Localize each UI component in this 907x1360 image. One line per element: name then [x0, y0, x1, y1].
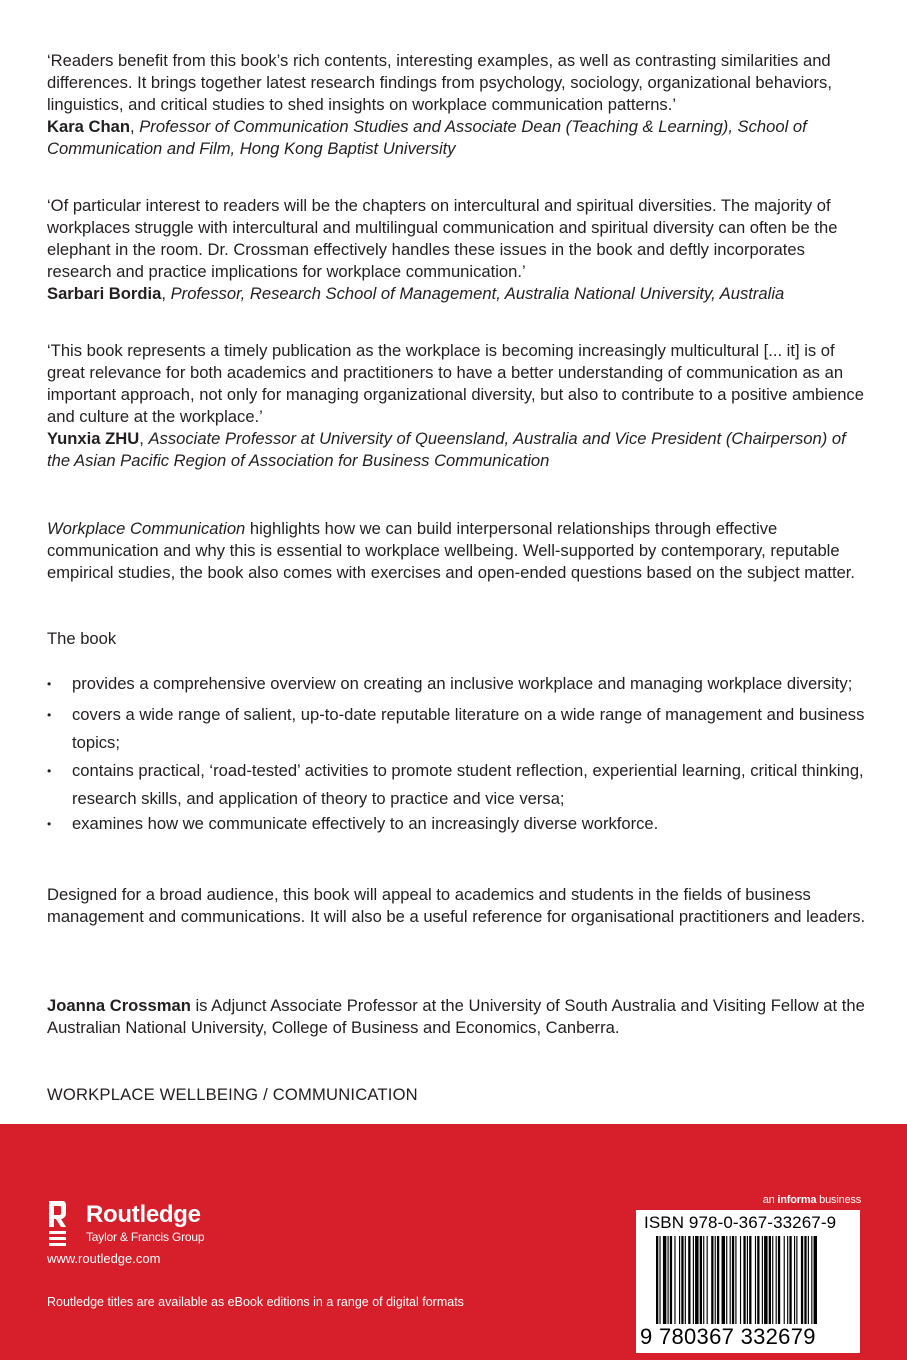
barcode-bar	[717, 1236, 719, 1324]
isbn-label: ISBN 978-0-367-33267-9	[644, 1213, 837, 1232]
endorser-title: Associate Professor at University of Queensland, Australia and Vice President (Chairperson) of the Asian Pacific Region of Association for Business Communication	[47, 429, 846, 470]
quote-attribution: Kara Chan, Professor of Communication Studies and Associate Dean (Teaching & Learning), School of Communication and Film, Hong Kong Baptist University	[47, 117, 807, 158]
barcode-bar	[794, 1236, 795, 1324]
barcode-bar	[703, 1236, 704, 1324]
barcode-bar	[772, 1236, 773, 1324]
book-title: Workplace Communication	[47, 519, 246, 538]
barcode-bar	[804, 1236, 806, 1324]
barcode-bar	[722, 1236, 725, 1324]
audience-paragraph: Designed for a broad audience, this book will appeal to academics and students in the fields of business management and communications. It will also be a useful reference for organisational practitioners and leaders.	[47, 885, 866, 926]
barcode-bar	[685, 1236, 686, 1324]
quote-attribution: Sarbari Bordia, Professor, Research School of Management, Australia National University, Australia	[47, 284, 785, 303]
barcode-bar	[707, 1236, 708, 1324]
quote-text: ‘Readers benefit from this book’s rich contents, interesting examples, as well as contrasting similarities and differences. It brings together latest research findings from psychology, sociology, organizational behaviors, linguistics, and critical studies to shed insights on workplace communication patterns.’	[47, 51, 832, 114]
barcode-bar	[730, 1236, 731, 1324]
barcode-bar	[715, 1236, 716, 1324]
barcode-bar	[776, 1236, 777, 1324]
barcode-bar	[796, 1236, 797, 1324]
barcode-bar	[679, 1236, 680, 1324]
barcode-bar	[814, 1236, 817, 1324]
barcode-bar	[787, 1236, 788, 1324]
barcode-bar	[735, 1236, 736, 1324]
barcode-bar	[747, 1236, 748, 1324]
endorser-title: Professor, Research School of Management, Australia National University, Australia	[170, 284, 785, 303]
barcode-bar	[743, 1236, 745, 1324]
isbn-digits: 9 780367 332679	[640, 1324, 816, 1349]
barcode-bar	[668, 1236, 669, 1324]
endorser-name: Yunxia ZHU	[47, 429, 140, 448]
list-item: • provides a comprehensive overview on creating an inclusive workplace and managing workplace diversity;	[47, 673, 867, 695]
author-bio-text: is Adjunct Associate Professor at the University of South Australia and Visiting Fellow at the Australian National University, College of Business and Economics, Canberra.	[47, 996, 865, 1037]
ebook-note: Routledge titles are available as eBook editions in a range of digital formats	[47, 1295, 464, 1309]
barcode-bar	[764, 1236, 767, 1324]
routledge-logo-icon	[47, 1199, 67, 1247]
list-item: • examines how we communicate effectively to an increasingly diverse workforce.	[47, 813, 867, 835]
quote-attribution: Yunxia ZHU, Associate Professor at University of Queensland, Australia and Vice President (Chairperson) of the Asian Pacific Region of Association for Business Communication	[47, 429, 846, 470]
barcode-bar	[784, 1236, 785, 1324]
barcode-bar	[700, 1236, 702, 1324]
barcode-bar	[659, 1236, 660, 1324]
barcode-bar	[726, 1236, 727, 1324]
publisher-group: Taylor & Francis Group	[86, 1230, 205, 1244]
barcode-bar	[688, 1236, 690, 1324]
barcode-bar	[755, 1236, 756, 1324]
informa-brand: informa	[777, 1194, 817, 1206]
list-item: • covers a wide range of salient, up-to-date reputable literature on a wide range of management and business topics;	[47, 701, 867, 757]
barcode-bar	[740, 1236, 741, 1324]
publisher-website: www.routledge.com	[47, 1251, 161, 1266]
barcode-bar	[670, 1236, 672, 1324]
quote-text: ‘This book represents a timely publication as the workplace is becoming increasingly multicultural [... it] is of great relevance for both academics and practitioners to have a better understanding of communication as an important approach, not only for managing organizational diversity, but also to contribute to a positive ambience and culture at the workplace.’	[47, 341, 864, 426]
barcode-bar	[732, 1236, 734, 1324]
barcode-bar	[674, 1236, 675, 1324]
barcode-bar	[693, 1236, 694, 1324]
barcode-bar	[749, 1236, 751, 1324]
informa-suffix: business	[816, 1194, 861, 1206]
informa-tagline	[763, 1194, 861, 1207]
the-book-label: The book	[47, 629, 117, 648]
list-item: • contains practical, ‘road-tested’ activities to promote student reflection, experiential learning, critical thinking, research skills, and application of theory to practice and vice versa;	[47, 757, 867, 813]
feature-list	[47, 673, 867, 835]
endorsement-quote-3	[47, 340, 867, 472]
endorser-name: Kara Chan	[47, 117, 130, 136]
endorsement-quote-2	[47, 195, 867, 305]
publisher-name: Routledge	[86, 1201, 201, 1228]
book-description	[47, 518, 867, 584]
barcode-bar	[663, 1236, 666, 1324]
endorser-name: Sarbari Bordia	[47, 284, 162, 303]
barcode-bar	[762, 1236, 763, 1324]
author-name: Joanna Crossman	[47, 996, 191, 1015]
endorsement-quote-1	[47, 50, 867, 160]
barcode-bar	[789, 1236, 791, 1324]
barcode-bar	[808, 1236, 809, 1324]
publisher-footer	[0, 1124, 907, 1360]
barcode-bar	[769, 1236, 771, 1324]
barcode-bar	[778, 1236, 780, 1324]
barcode-bar	[757, 1236, 759, 1324]
endorser-title: Professor of Communication Studies and Associate Dean (Teaching & Learning), School of Communication and Film, Hong Kong Baptist University	[47, 117, 807, 158]
barcode-bar	[811, 1236, 812, 1324]
barcode-bar	[681, 1236, 683, 1324]
description-text: highlights how we can build interpersonal relationships through effective communication and why this is essential to workplace wellbeing. Well-supported by contemporary, reputable empirical studies, the book also comes with exercises and open-ended questions based on the subject matter.	[47, 519, 856, 582]
quote-text: ‘Of particular interest to readers will be the chapters on intercultural and spiritual diversities. The majority of workplaces struggle with intercultural and multilingual communication and spiritual diversity can often be the elephant in the room. Dr. Crossman effectively handles these issues in the book and deftly incorporates research and practice implications for workplace communication.’	[47, 196, 838, 281]
barcode-bar	[801, 1236, 803, 1324]
isbn-barcode	[636, 1210, 860, 1353]
author-bio	[47, 995, 867, 1039]
informa-prefix: an	[762, 1194, 778, 1206]
subject-category: WORKPLACE WELLBEING / COMMUNICATION	[47, 1085, 418, 1104]
barcode-bar	[656, 1236, 658, 1324]
barcode-bar	[711, 1236, 713, 1324]
barcode-bar	[695, 1236, 698, 1324]
